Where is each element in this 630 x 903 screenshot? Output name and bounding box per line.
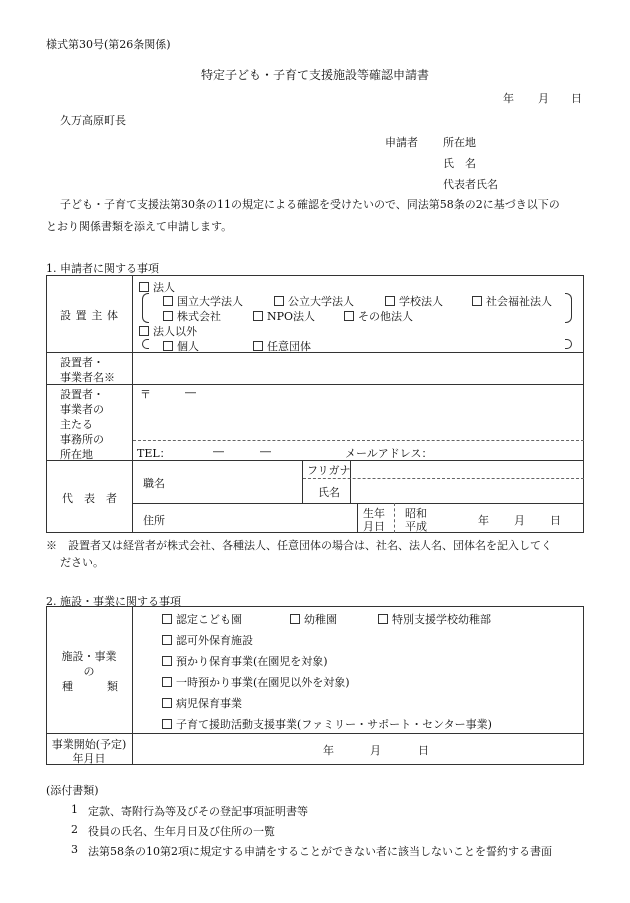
addressee: 久万高原町長	[60, 114, 126, 127]
office-address-label-3: 主たる	[60, 418, 93, 431]
rep-name-field[interactable]	[351, 479, 583, 503]
postal-dash: ―	[185, 386, 196, 399]
postal-mark: 〒	[140, 388, 151, 401]
stock-company-checkbox[interactable]: 株式会社	[163, 308, 221, 324]
date-month-label: 月	[538, 92, 549, 105]
operator-name-field[interactable]	[133, 353, 583, 384]
applicant-address-label: 所在地	[443, 136, 476, 149]
birth-month-label: 月	[514, 514, 525, 527]
attachment-no-1: 1	[71, 803, 78, 816]
representative-label: 代 表 者	[62, 492, 117, 505]
birth-year-label: 年	[478, 514, 489, 527]
non-corporation-checkbox[interactable]: 法人以外	[139, 323, 197, 339]
npo-corp-checkbox[interactable]: NPO法人	[253, 308, 315, 324]
body-text-line1: 子ども・子育て支援法第30条の11の規定による確認を受けたいので、同法第58条の2に基づき以下の	[60, 198, 560, 211]
start-date-label-2: 年月日	[72, 752, 106, 765]
checkbox-square-icon	[139, 282, 149, 292]
attachment-no-2: 2	[71, 823, 78, 836]
type-label-3: 種 類	[62, 680, 118, 693]
other-corp-checkbox[interactable]: その他法人	[344, 308, 413, 324]
body-text-line2: とおり関係書類を添えて申請します。	[46, 220, 233, 233]
tel-label: TEL：	[137, 447, 171, 460]
attachment-text-1: 定款、寄附行為等及びその登記事項証明書等	[88, 805, 308, 818]
attachment-text-3: 法第58条の10第2項に規定する申請をすることができない者に該当しないことを誓約する書面	[88, 845, 552, 858]
setting-entity-label: 設 置 主 体	[60, 309, 118, 322]
office-address-label-2: 事業者の	[60, 403, 104, 416]
family-support-checkbox[interactable]: 子育て援助活動支援事業(ファミリー・サポート・センター事業)	[162, 716, 492, 732]
rep-address-label: 住所	[143, 514, 165, 527]
certified-kodomoen-checkbox[interactable]: 認定こども園	[162, 611, 242, 627]
public-univ-corp-checkbox[interactable]: 公立大学法人	[274, 293, 354, 309]
birth-label-2: 月日	[363, 520, 385, 533]
applicant-name-label: 氏 名	[443, 157, 476, 170]
left-bracket-icon	[142, 293, 149, 323]
era-showa[interactable]: 昭和	[405, 507, 427, 520]
type-label-2: の	[83, 665, 95, 678]
office-address-label-1: 設置者・	[60, 388, 104, 401]
page-title: 特定子ども・子育て支援施設等確認申請書	[200, 68, 429, 82]
sick-child-care-checkbox[interactable]: 病児保育事業	[162, 695, 242, 711]
corporation-checkbox[interactable]: 法人	[139, 279, 175, 295]
attachments-heading: (添付書類)	[46, 784, 99, 797]
individual-checkbox[interactable]: 個人	[163, 338, 199, 354]
date-year-label: 年	[503, 92, 514, 105]
start-day-label: 日	[418, 744, 429, 757]
office-address-label-4: 事務所の	[60, 433, 104, 446]
kindergarten-checkbox[interactable]: 幼稚園	[290, 611, 337, 627]
left-bracket-icon	[142, 339, 149, 349]
tel-dash-2: ―	[260, 445, 271, 458]
start-date-label-1: 事業開始(予定)	[51, 738, 127, 751]
applicant-rep-name-label: 代表者氏名	[443, 178, 498, 191]
furigana-field[interactable]	[351, 461, 583, 478]
form-number: 様式第30号(第26条関係)	[46, 38, 171, 51]
section2-heading: 2. 施設・事業に関する事項	[46, 595, 181, 608]
section1-heading: 1. 申請者に関する事項	[46, 262, 159, 275]
temporary-care-checkbox[interactable]: 一時預かり事業(在園児以外を対象)	[162, 674, 350, 690]
email-label: メールアドレス：	[345, 447, 433, 460]
national-univ-corp-checkbox[interactable]: 国立大学法人	[163, 293, 243, 309]
special-support-kindergarten-checkbox[interactable]: 特別支援学校幼稚部	[378, 611, 491, 627]
applicant-label: 申請者	[385, 136, 418, 149]
attachment-no-3: 3	[71, 843, 78, 856]
date-day-label: 日	[571, 92, 582, 105]
social-welfare-corp-checkbox[interactable]: 社会福祉法人	[472, 293, 552, 309]
era-heisei[interactable]: 平成	[405, 520, 427, 533]
note-line2: ださい。	[60, 556, 104, 569]
attachment-text-2: 役員の氏名、生年月日及び住所の一覧	[88, 825, 275, 838]
note-line1: ※ 設置者又は経営者が株式会社、各種法人、任意団体の場合は、社名、法人名、団体名を記入してく	[46, 539, 552, 552]
birth-label-1: 生年	[363, 507, 385, 520]
birth-day-label: 日	[550, 514, 561, 527]
tel-dash-1: ―	[213, 445, 224, 458]
furigana-label: フリガナ	[307, 464, 351, 477]
office-address-label-5: 所在地	[60, 448, 93, 461]
right-bracket-icon	[565, 293, 572, 323]
voluntary-group-checkbox[interactable]: 任意団体	[253, 338, 311, 354]
start-month-label: 月	[370, 744, 381, 757]
start-year-label: 年	[323, 744, 334, 757]
office-address-field[interactable]	[133, 400, 583, 440]
extended-care-checkbox[interactable]: 預かり保育事業(在園児を対象)	[162, 653, 328, 669]
rep-name-label: 氏名	[318, 486, 340, 499]
school-corp-checkbox[interactable]: 学校法人	[385, 293, 443, 309]
unlicensed-nursery-checkbox[interactable]: 認可外保育施設	[162, 632, 253, 648]
job-title-label: 職名	[143, 477, 165, 490]
operator-name-label-1: 設置者・	[60, 356, 104, 369]
type-label-1: 施設・事業	[61, 650, 117, 663]
operator-name-label-2: 事業者名※	[60, 371, 115, 384]
